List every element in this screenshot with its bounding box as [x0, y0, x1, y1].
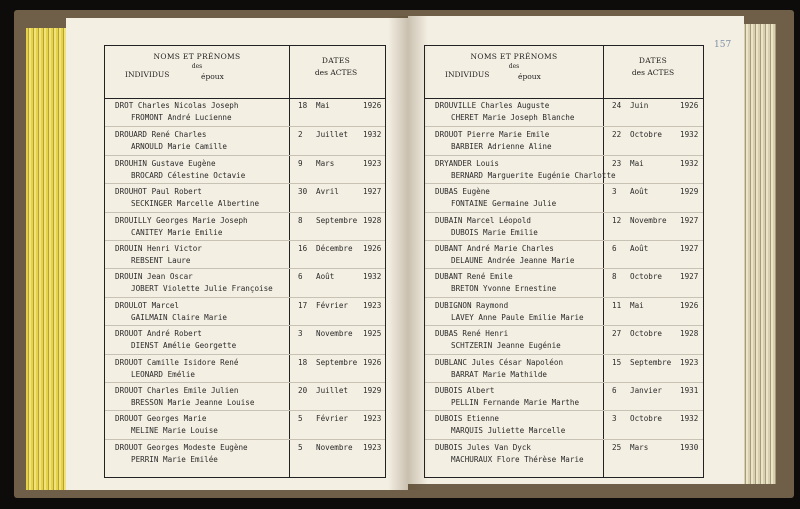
act-month: Novembre — [316, 329, 353, 339]
husband-name: DRYANDER Louis — [435, 158, 500, 168]
wife-name: DIENST Amélie Georgette — [131, 341, 237, 351]
header-individus: INDIVIDUS — [445, 70, 490, 79]
act-day: 24 — [612, 101, 622, 110]
wife-name: LAVEY Anne Paule Emilie Marie — [451, 312, 584, 322]
wife-name: CHERET Marie Joseph Blanche — [451, 113, 575, 122]
wife-name: ARNOULD Marie Camille — [131, 142, 228, 152]
act-year: 1932 — [680, 414, 699, 424]
wife-name: BRETON Yvonne Ernestine — [451, 284, 557, 294]
header-des-actes: des ACTES — [631, 68, 675, 77]
register-entry — [425, 268, 703, 296]
husband-name: DROUIN Henri Victor — [115, 244, 202, 253]
header-names-des: des — [191, 63, 203, 70]
wife-name: REBSENT Laure — [131, 256, 191, 265]
wife-name: JOBERT Violette Julie Françoise — [131, 284, 273, 294]
act-year: 1926 — [363, 101, 382, 110]
wife-name: MARQUIS Juliette Marcelle — [451, 426, 566, 436]
register-entry — [425, 354, 703, 382]
husband-name: DUBAIN Marcel Léopold — [435, 215, 532, 225]
act-month: Janvier — [630, 386, 663, 395]
wife-name: GAILMAIN Claire Marie — [131, 312, 228, 322]
act-day: 12 — [612, 215, 622, 225]
act-day: 3 — [612, 187, 617, 197]
act-year: 1926 — [363, 244, 382, 253]
act-day: 18 — [298, 101, 308, 110]
act-day: 8 — [612, 272, 617, 282]
register-entry — [425, 155, 703, 183]
husband-name: DUBLANC Jules César Napoléon — [435, 357, 564, 367]
husband-name: DROUOT Pierre Marie Emile — [435, 130, 550, 140]
act-month: Octobre — [630, 130, 663, 140]
register-entry — [425, 183, 703, 211]
husband-name: DROT Charles Nicolas Joseph — [115, 101, 239, 110]
act-day: 22 — [612, 130, 622, 140]
husband-name: DUBANT André Marie Charles — [435, 244, 554, 253]
register-entry — [105, 183, 385, 211]
act-day: 16 — [298, 244, 308, 253]
act-year: 1926 — [680, 300, 699, 310]
act-month: Avril — [316, 187, 339, 197]
act-month: Août — [630, 244, 649, 253]
act-year: 1923 — [363, 158, 382, 168]
husband-name: DROUOT Camille Isidore René — [115, 357, 239, 367]
wife-name: PERRIN Marie Emilée — [131, 454, 218, 464]
act-month: Février — [316, 414, 349, 424]
register-table-right — [424, 45, 704, 478]
wife-name: DUBOIS Marie Emilie — [451, 227, 538, 237]
act-day: 11 — [612, 300, 622, 310]
act-day: 5 — [298, 414, 303, 424]
act-day: 5 — [298, 442, 303, 452]
book-gutter — [388, 16, 428, 490]
act-month: Septembre — [316, 357, 358, 367]
act-day: 6 — [298, 272, 303, 282]
husband-name: DUBOIS Etienne — [435, 414, 500, 424]
act-day: 25 — [612, 442, 622, 452]
act-year: 1923 — [680, 357, 699, 367]
wife-name: MACHURAUX Flore Thérèse Marie — [451, 454, 584, 464]
act-year: 1926 — [680, 101, 699, 110]
act-month: Août — [316, 272, 335, 282]
register-entry — [425, 439, 703, 467]
act-month: Août — [630, 187, 649, 197]
register-entry — [105, 98, 385, 125]
act-year: 1931 — [680, 386, 699, 395]
husband-name: DROULOT Marcel — [115, 300, 180, 310]
act-month: Mai — [630, 300, 644, 310]
act-day: 18 — [298, 357, 308, 367]
act-day: 8 — [298, 215, 303, 225]
wife-name: BROCARD Célestine Octavie — [131, 170, 246, 180]
husband-name: DROUARD René Charles — [115, 130, 207, 140]
wife-name: FONTAINE Germaine Julie — [451, 199, 557, 209]
header-names: NOMS ET PRÉNOMS — [470, 52, 558, 61]
husband-name: DROUOT Georges Marie — [115, 414, 207, 424]
header-names: NOMS ET PRÉNOMS — [153, 52, 241, 61]
act-year: 1927 — [363, 187, 382, 197]
wife-name: MELINE Marie Louise — [131, 426, 218, 436]
wife-name: BARBIER Adrienne Aline — [451, 142, 552, 152]
act-year: 1930 — [680, 442, 699, 452]
act-day: 6 — [612, 244, 617, 253]
husband-name: DUBAS Eugène — [435, 187, 490, 197]
register-entry — [425, 240, 703, 268]
page-number: 157 — [714, 40, 732, 50]
act-year: 1927 — [680, 244, 699, 253]
husband-name: DUBANT René Emile — [435, 272, 513, 282]
act-month: Novembre — [630, 215, 667, 225]
act-day: 27 — [612, 329, 622, 339]
wife-name: BRESSON Marie Jeanne Louise — [131, 398, 255, 407]
header-epoux: époux — [518, 72, 541, 81]
register-entry — [425, 126, 703, 154]
register-entry — [105, 410, 385, 438]
header-des-actes: des ACTES — [314, 68, 358, 77]
register-entry — [425, 297, 703, 325]
act-month: Mai — [316, 101, 330, 110]
wife-name: SCHTZERIN Jeanne Eugénie — [451, 341, 561, 351]
header-dates: DATES — [638, 56, 668, 65]
act-month: Octobre — [630, 329, 663, 339]
register-entry — [105, 268, 385, 296]
husband-name: DROUHIN Gustave Eugène — [115, 158, 216, 168]
act-year: 1932 — [680, 158, 699, 168]
header-dates: DATES — [321, 56, 351, 65]
act-month: Décembre — [316, 244, 353, 253]
register-table-left — [104, 45, 386, 478]
act-month: Septembre — [316, 215, 358, 225]
act-month: Mars — [630, 442, 649, 452]
act-day: 2 — [298, 130, 303, 140]
act-year: 1925 — [363, 329, 382, 339]
act-day: 3 — [612, 414, 617, 424]
act-month: Juin — [630, 101, 649, 110]
register-entry — [105, 155, 385, 183]
act-year: 1923 — [363, 414, 382, 424]
act-year: 1932 — [363, 272, 382, 282]
header-epoux: époux — [201, 72, 224, 81]
husband-name: DUBIGNON Raymond — [435, 300, 509, 310]
act-year: 1929 — [680, 187, 699, 197]
act-year: 1928 — [680, 329, 699, 339]
act-day: 23 — [612, 158, 622, 168]
act-day: 30 — [298, 187, 308, 197]
register-entry — [105, 439, 385, 467]
register-entry — [105, 325, 385, 353]
header-names-des: des — [508, 63, 520, 70]
wife-name: SECKINGER Marcelle Albertine — [131, 199, 260, 209]
header-individus: INDIVIDUS — [125, 70, 170, 79]
act-day: 20 — [298, 386, 308, 395]
wife-name: FROMONT André Lucienne — [131, 113, 232, 122]
husband-name: DROUOT Georges Modeste Eugène — [115, 442, 248, 452]
wife-name: BERNARD Marguerite Eugénie Charlotte — [451, 170, 616, 180]
wife-name: DELAUNE Andrée Jeanne Marie — [451, 256, 575, 265]
husband-name: DROUIN Jean Oscar — [115, 272, 193, 282]
husband-name: DROUOT André Robert — [115, 329, 202, 339]
register-entry — [105, 354, 385, 382]
act-month: Février — [316, 300, 349, 310]
act-month: Mai — [630, 158, 644, 168]
act-month: Juillet — [316, 130, 349, 140]
act-year: 1932 — [363, 130, 382, 140]
act-month: Juillet — [316, 386, 349, 395]
register-entry — [425, 410, 703, 438]
wife-name: LEONARD Emélie — [131, 369, 196, 379]
act-year: 1932 — [680, 130, 699, 140]
husband-name: DROUOT Charles Emile Julien — [115, 386, 239, 395]
wife-name: CANITEY Marie Emilie — [131, 227, 223, 237]
register-entry — [425, 325, 703, 353]
register-entry — [425, 98, 703, 125]
register-entry — [105, 126, 385, 154]
act-month: Mars — [316, 158, 335, 168]
act-month: Septembre — [630, 357, 672, 367]
act-year: 1923 — [363, 442, 382, 452]
wife-name: BARRAT Marie Mathilde — [451, 369, 548, 379]
register-entry — [425, 212, 703, 240]
husband-name: DROUVILLE Charles Auguste — [435, 101, 550, 110]
act-month: Octobre — [630, 272, 663, 282]
act-day: 17 — [298, 300, 308, 310]
husband-name: DROUILLY Georges Marie Joseph — [115, 215, 248, 225]
act-year: 1926 — [363, 357, 382, 367]
register-entry — [105, 297, 385, 325]
act-month: Novembre — [316, 442, 353, 452]
husband-name: DUBOIS Jules Van Dyck — [435, 442, 532, 452]
husband-name: DROUHOT Paul Robert — [115, 187, 202, 197]
act-year: 1928 — [363, 215, 382, 225]
act-year: 1923 — [363, 300, 382, 310]
wife-name: PELLIN Fernande Marie Marthe — [451, 398, 580, 407]
act-year: 1927 — [680, 215, 699, 225]
register-entry — [425, 382, 703, 410]
act-day: 15 — [612, 357, 622, 367]
act-year: 1927 — [680, 272, 699, 282]
register-entry — [105, 240, 385, 268]
act-day: 6 — [612, 386, 617, 395]
husband-name: DUBAS René Henri — [435, 329, 509, 339]
register-entry — [105, 382, 385, 410]
act-month: Octobre — [630, 414, 663, 424]
act-day: 3 — [298, 329, 303, 339]
husband-name: DUBOIS Albert — [435, 386, 495, 395]
act-day: 9 — [298, 158, 303, 168]
act-year: 1929 — [363, 386, 382, 395]
register-entry — [105, 212, 385, 240]
